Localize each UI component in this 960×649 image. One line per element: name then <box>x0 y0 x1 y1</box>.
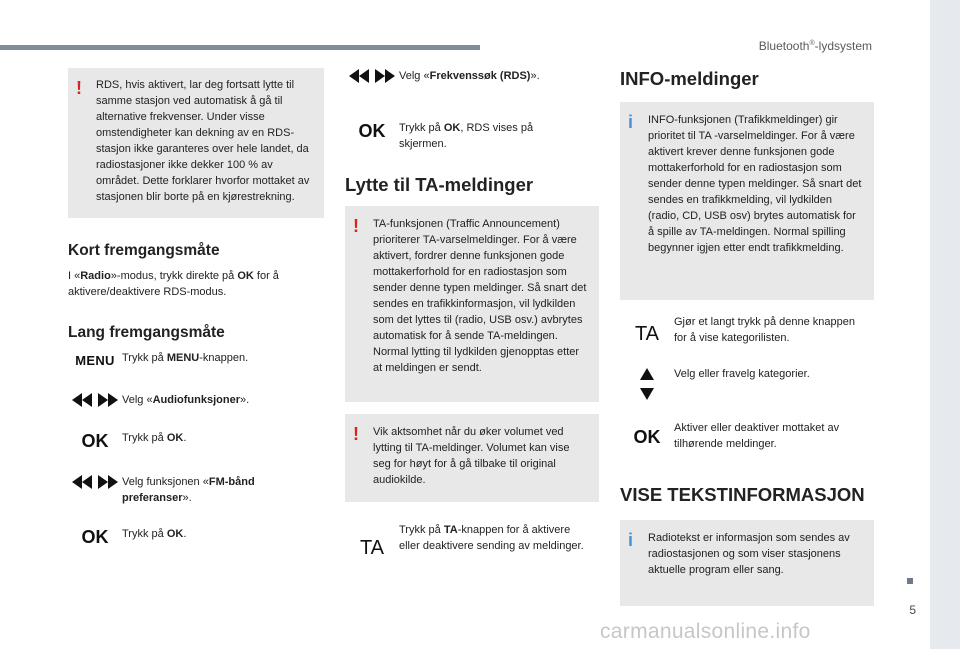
step-text: Trykk på MENU-knappen. <box>122 352 249 364</box>
column-3 <box>620 68 874 606</box>
info-i-icon: i <box>628 530 634 550</box>
ok-key: OK <box>358 120 386 141</box>
ta-key: TA <box>634 322 660 345</box>
left-right-arrows-icon <box>68 474 122 490</box>
ta-warning-box <box>345 206 599 402</box>
up-down-arrows-icon <box>620 366 674 402</box>
step-text: Velg «Audiofunksjoner». <box>122 394 250 406</box>
step-fm-band <box>68 474 324 506</box>
radiotext-box <box>620 520 874 606</box>
step-ok-messages <box>620 420 874 452</box>
watermark: carmanualsonline.info <box>600 620 811 643</box>
side-strip <box>930 0 960 649</box>
short-procedure-heading: Kort fremgangsmåte <box>68 242 220 259</box>
volume-warning-box <box>345 414 599 502</box>
step-text: Trykk på OK. <box>122 432 187 444</box>
left-right-arrows-icon <box>68 392 122 408</box>
step-text: Aktiver eller deaktiver mottaket av tilhørende meldinger. <box>674 422 840 450</box>
info-box-text: INFO-funksjonen (Trafikkmeldinger) gir prioritet til TA -varselmeldinger. For å være aktivert krever denne funksjonen gode mottakerforhold for en radiostasjon som sender denne typen meldinger. Så snart det sendes en trafikkmelding, vil lydkilden (radio, CD, USB osv) brytes automatisk for å spille av TA-meldingen. Normal spilling begynner igjen etter endt trafikkmelding. <box>648 114 862 254</box>
step-menu <box>68 350 324 370</box>
long-procedure-heading: Lang fremgangsmåte <box>68 324 225 341</box>
step-ok-rds <box>345 120 599 152</box>
header-bar <box>0 45 480 50</box>
column-1 <box>68 68 324 548</box>
header-title: Bluetooth®-lydsystem <box>758 39 872 53</box>
rds-warning-text: RDS, hvis aktivert, lar deg fortsatt lytte til samme stasjon ved automatisk å gå til alternative frekvenser. Under visse omstendigheter kan dekning av en RDS-stasjon ikke garanteres over hele landet, da radiostasjoner ikke dekker 100 % av området. Dette forklarer hvorfor mottaket av stasjonen blir borte på en kjørestrekning. <box>96 79 310 203</box>
step-text: Velg funksjonen «FM-bånd preferanser». <box>122 476 255 504</box>
step-text: Trykk på OK, RDS vises på skjermen. <box>399 122 534 150</box>
text-info-heading: VISE TEKSTINFORMASJON <box>620 484 865 505</box>
warning-exclamation-icon: ! <box>353 216 359 236</box>
step-audio-functions <box>68 392 324 408</box>
info-i-icon: i <box>628 112 634 132</box>
step-select-categories <box>620 366 874 402</box>
info-heading: INFO-meldinger <box>620 68 759 89</box>
ok-key: OK <box>81 430 109 451</box>
step-text: Trykk på OK. <box>122 528 187 540</box>
warning-exclamation-icon: ! <box>76 78 82 98</box>
menu-key: MENU <box>75 352 115 368</box>
step-text: Velg «Frekvenssøk (RDS)». <box>399 70 540 82</box>
page-number: 5 <box>909 603 916 617</box>
info-box <box>620 102 874 300</box>
short-procedure-text: I «Radio»-modus, trykk direkte på OK for å aktivere/deaktivere RDS-modus. <box>68 270 279 298</box>
step-text: Velg eller fravelg kategorier. <box>674 368 810 380</box>
left-right-arrows-icon <box>345 68 399 84</box>
ok-key: OK <box>633 426 661 447</box>
ta-heading: Lytte til TA-meldinger <box>345 174 534 195</box>
step-ta <box>345 522 599 560</box>
rds-warning-box <box>68 68 324 218</box>
ta-warning-text: TA-funksjonen (Traffic Announcement) prioriterer TA-varselmeldinger. For å være aktivert, fordrer denne funksjonen gode mottakerforhold for en radiostasjon som sender denne typen meldinger. Så snart det sendes en trafikkinformasjon, vil lydkilden som det lyttes til (radio, USB osv.) avbrytes automatisk for å sende TA-meldingen. Normal lytting til lydkilden gjenopptas etter at meldingen er sendt. <box>373 218 587 374</box>
radiotext-box-text: Radiotekst er informasjon som sendes av radiostasjonen og som viser stasjonens aktuelle program eller sang. <box>648 532 850 576</box>
ok-key: OK <box>81 526 109 547</box>
step-frequency-search <box>345 68 599 84</box>
step-long-press-ta <box>620 314 874 346</box>
ta-key: TA <box>359 536 385 559</box>
column-2 <box>345 68 599 560</box>
volume-warning-text: Vik aktsomhet når du øker volumet ved lytting til TA-meldinger. Volumet kan vise seg for høyt for å gå tilbake til original audiokilde. <box>373 426 570 486</box>
step-ok-1 <box>68 430 324 452</box>
warning-exclamation-icon: ! <box>353 424 359 444</box>
step-text: Trykk på TA-knappen for å aktivere eller deaktivere sending av meldinger. <box>399 524 584 552</box>
step-text: Gjør et langt trykk på denne knappen for å vise kategorilisten. <box>674 316 855 344</box>
page-marker <box>907 578 913 584</box>
step-ok-2 <box>68 526 324 548</box>
